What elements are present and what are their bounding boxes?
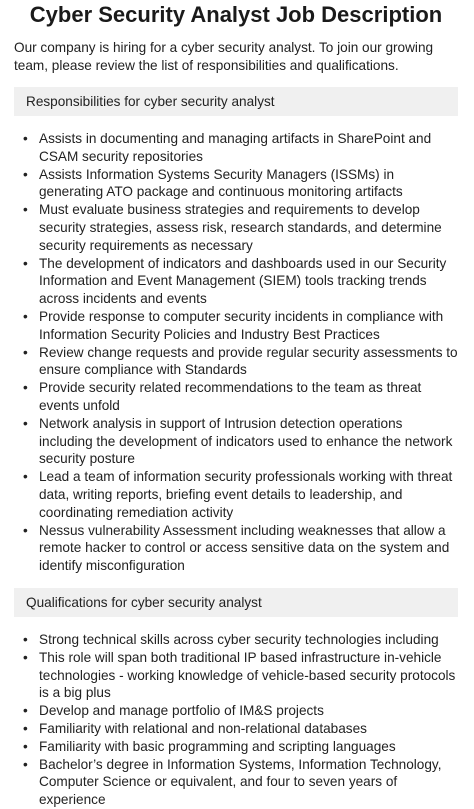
responsibilities-header: Responsibilities for cyber security analyst	[14, 87, 458, 116]
qualification-text: Familiarity with relational and non-relational databases	[39, 720, 367, 736]
responsibility-item	[23, 201, 458, 254]
bullet-icon: •	[23, 344, 28, 360]
qualification-item	[23, 649, 458, 702]
qualification-text: Develop and manage portfolio of IM&S projects	[39, 703, 324, 719]
responsibility-text: Provide security related recommendations to the team as threat events unfold	[39, 380, 422, 413]
bullet-icon: •	[23, 756, 28, 772]
bullet-icon: •	[23, 202, 28, 218]
responsibility-item	[23, 344, 458, 380]
responsibility-item	[23, 415, 458, 468]
bullet-icon: •	[23, 415, 28, 431]
qualification-item	[23, 631, 458, 649]
responsibility-item	[23, 166, 458, 202]
responsibility-text: Assists Information Systems Security Managers (ISSMs) in generating ATO package and continuous monitoring artifacts	[39, 166, 403, 200]
responsibility-text: Must evaluate business strategies and requirements to develop security strategies, assess risk, research standards, and determine security requirements as necessary	[39, 202, 442, 253]
bullet-icon: •	[23, 649, 28, 665]
responsibility-item	[23, 522, 458, 575]
responsibility-item	[23, 130, 458, 166]
responsibility-text: Network analysis in support of Intrusion detection operations including the development of indicators used to enhance the network security posture	[39, 415, 453, 467]
responsibility-text: The development of indicators and dashboards used in our Security Information and Event Management (SIEM) tools tracking trends across incidents and events	[39, 255, 447, 307]
qualification-item	[23, 738, 458, 756]
responsibility-item	[23, 255, 458, 308]
qualification-text: Familiarity with basic programming and scripting languages	[39, 738, 396, 754]
qualifications-header: Qualifications for cyber security analyst	[14, 588, 458, 617]
bullet-icon: •	[23, 308, 28, 324]
bullet-icon: •	[23, 255, 28, 271]
qualification-text: Strong technical skills across cyber security technologies including	[39, 631, 439, 647]
responsibility-text: Assists in documenting and managing artifacts in SharePoint and CSAM security repositories	[39, 131, 432, 164]
bullet-icon: •	[23, 703, 28, 719]
bullet-icon: •	[23, 738, 28, 754]
qualification-item	[23, 756, 458, 809]
qualification-text: Bachelor’s degree in Information Systems, Information Technology, Computer Science or equivalent, and four to seven years of experience	[39, 756, 442, 808]
bullet-icon: •	[23, 166, 28, 182]
responsibility-text: Nessus vulnerability Assessment including weaknesses that allow a remote hacker to control or access sensitive data on the system and identify misconfiguration	[39, 522, 450, 574]
bullet-icon: •	[23, 380, 28, 396]
qualification-item	[23, 702, 458, 720]
responsibility-item	[23, 379, 458, 415]
bullet-icon: •	[23, 631, 28, 647]
responsibility-text: Review change requests and provide regular security assessments to ensure compliance with Standards	[39, 344, 458, 378]
qualification-text: This role will span both traditional IP based infrastructure in-vehicle technologies - working knowledge of vehicle-based security protocols is a big plus	[39, 649, 456, 701]
page-title: Cyber Security Analyst Job Description	[29, 2, 443, 27]
responsibilities-list	[14, 130, 458, 575]
bullet-icon: •	[23, 720, 28, 736]
bullet-icon: •	[23, 469, 28, 485]
responsibility-item	[23, 468, 458, 521]
responsibility-text: Lead a team of information security professionals working with threat data, writing reports, briefing event details to leadership, and coordinating remediation activity	[39, 469, 453, 520]
responsibility-text: Provide response to computer security incidents in compliance with Information Security Policies and Industry Best Practices	[39, 308, 444, 342]
bullet-icon: •	[23, 131, 28, 146]
qualifications-list	[14, 631, 458, 809]
responsibility-item	[23, 308, 458, 344]
qualification-item	[23, 720, 458, 738]
intro-paragraph: Our company is hiring for a cyber security analyst. To join our growing team, please review the list of responsibilities and qualifications.	[14, 40, 434, 73]
bullet-icon: •	[23, 522, 28, 538]
